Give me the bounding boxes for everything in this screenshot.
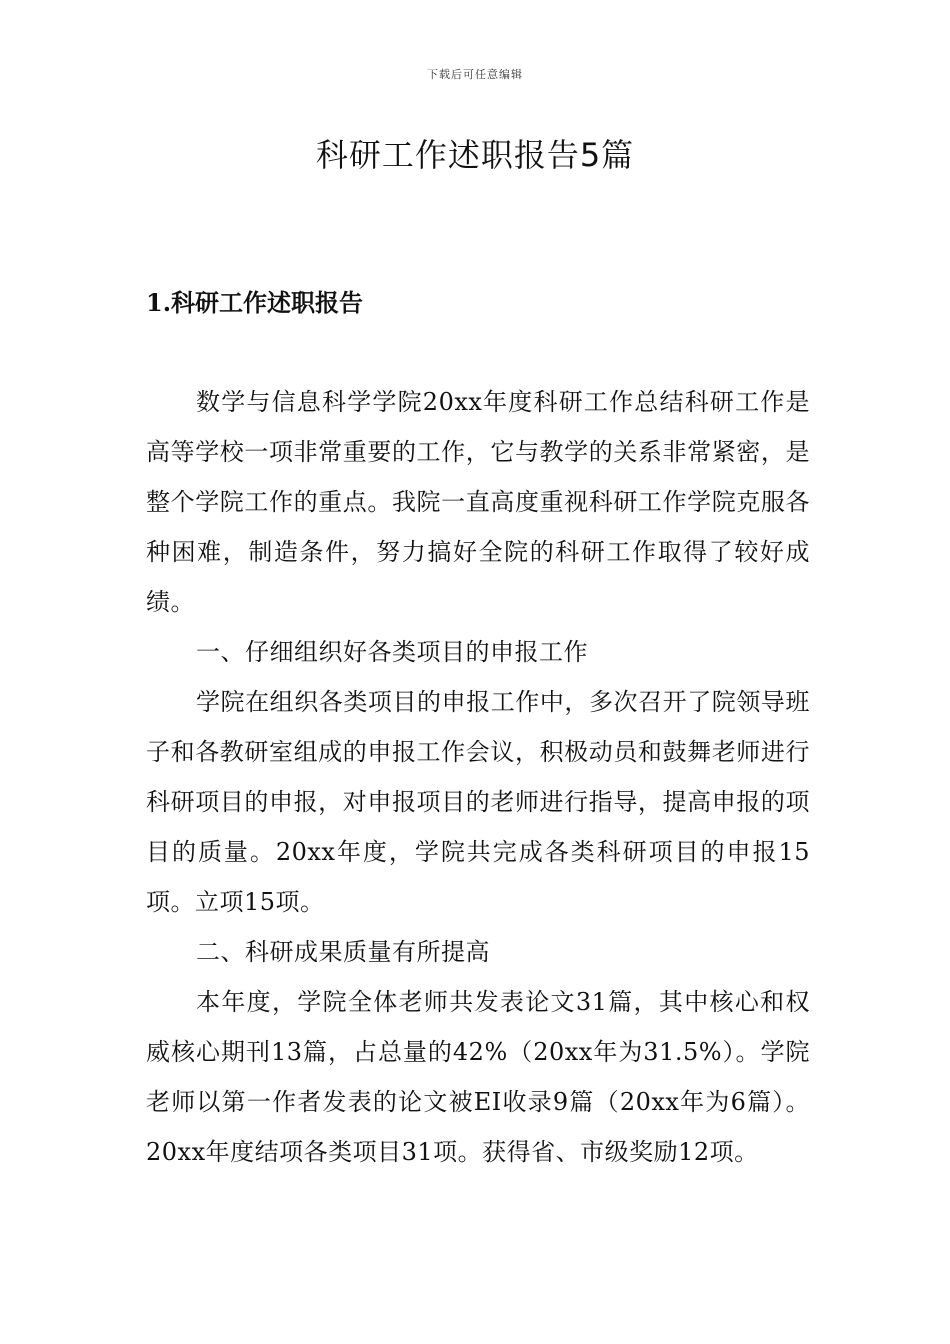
subheading-research-quality: 二、科研成果质量有所提高: [196, 938, 490, 966]
paragraph-project-application: 学院在组织各类项目的申报工作中，多次召开了院领导班子和各教研室组成的申报工作会议，积极动员和鼓舞老师进行科研项目的申报，对申报项目的老师进行指导，提高申报的项目的质量。20xx年度，学院共完成各类科研项目的申报15项。立项15项。: [146, 688, 810, 916]
document-title: 科研工作述职报告5篇: [315, 136, 635, 174]
header-note: 下载后可任意编辑: [427, 68, 523, 81]
paragraph-research-quality: 本年度，学院全体老师共发表论文31篇，其中核心和权威核心期刊13篇，占总量的42%（20xx年为31.5%）。学院老师以第一作者发表的论文被EI收录9篇（20xx年为6篇）。20xx年度结项各类项目31项。获得省、市级奖励12项。: [146, 988, 810, 1166]
section-heading: 1.科研工作述职报告: [146, 288, 364, 317]
document-body: [146, 377, 810, 1177]
paragraph-intro: 数学与信息科学学院20xx年度科研工作总结科研工作是高等学校一项非常重要的工作，它与教学的关系非常紧密，是整个学院工作的重点。我院一直高度重视科研工作学院克服各种困难，制造条件，努力搞好全院的科研工作取得了较好成绩。: [146, 388, 810, 616]
subheading-project-application: 一、仔细组织好各类项目的申报工作: [196, 638, 588, 666]
